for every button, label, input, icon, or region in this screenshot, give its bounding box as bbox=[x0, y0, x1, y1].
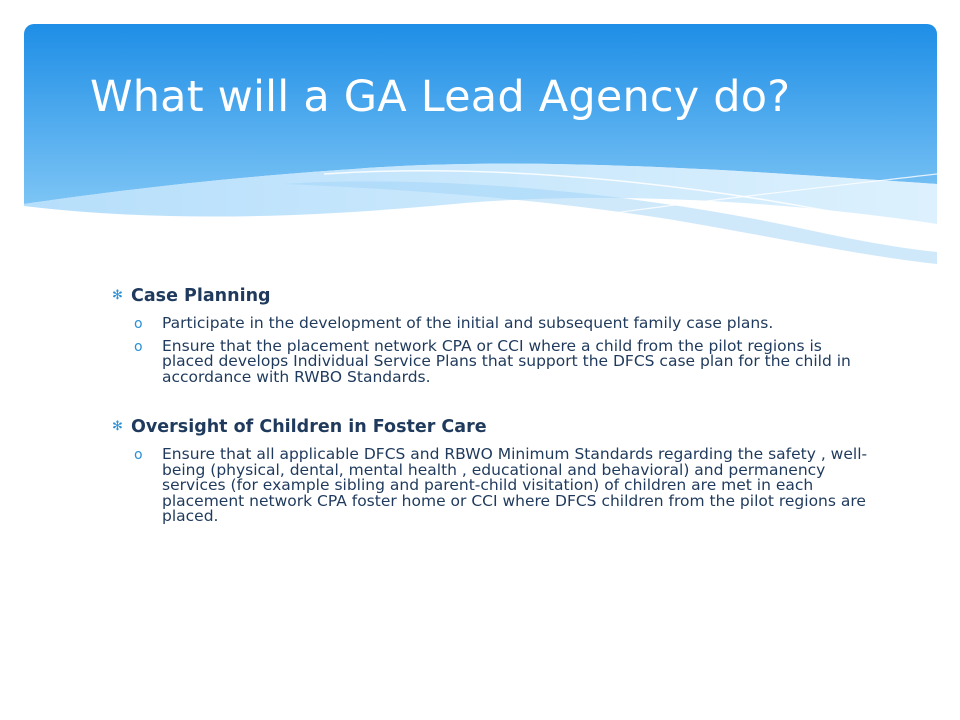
list-item-text: Participate in the development of the initial and subsequent family case plans. bbox=[162, 314, 774, 332]
header-wave-graphic bbox=[24, 24, 937, 274]
slide-title: What will a GA Lead Agency do? bbox=[90, 72, 791, 122]
circle-bullet-icon: o bbox=[134, 447, 143, 463]
slide-content bbox=[112, 284, 872, 547]
header-banner bbox=[24, 24, 937, 274]
section-heading bbox=[112, 284, 872, 308]
section-heading-text: Oversight of Children in Foster Care bbox=[131, 417, 487, 437]
asterisk-bullet-icon: ✻ bbox=[112, 419, 123, 434]
section-oversight bbox=[112, 415, 872, 525]
section-heading-text: Case Planning bbox=[131, 286, 271, 306]
list-item-text: Ensure that the placement network CPA or CCI where a child from the pilot regions is placed develops Individual Service Plans that support the DFCS case plan for the child in accordance with RWBO Standards. bbox=[162, 336, 851, 386]
circle-bullet-icon: o bbox=[134, 316, 143, 332]
asterisk-bullet-icon: ✻ bbox=[112, 288, 123, 303]
section-heading bbox=[112, 415, 872, 439]
circle-bullet-icon: o bbox=[134, 338, 143, 355]
list-item bbox=[134, 445, 872, 525]
list-item bbox=[134, 336, 872, 386]
list-item bbox=[134, 314, 872, 332]
section-case-planning bbox=[112, 284, 872, 385]
list-item-text: Ensure that all applicable DFCS and RBWO Minimum Standards regarding the safety , well-being (physical, dental, mental health , educational and behavioral) and permanency services (for example sibling and parent-child visitation) of children are met in each placement network CPA foster home or CCI where DFCS children from the pilot regions are placed. bbox=[162, 445, 868, 525]
